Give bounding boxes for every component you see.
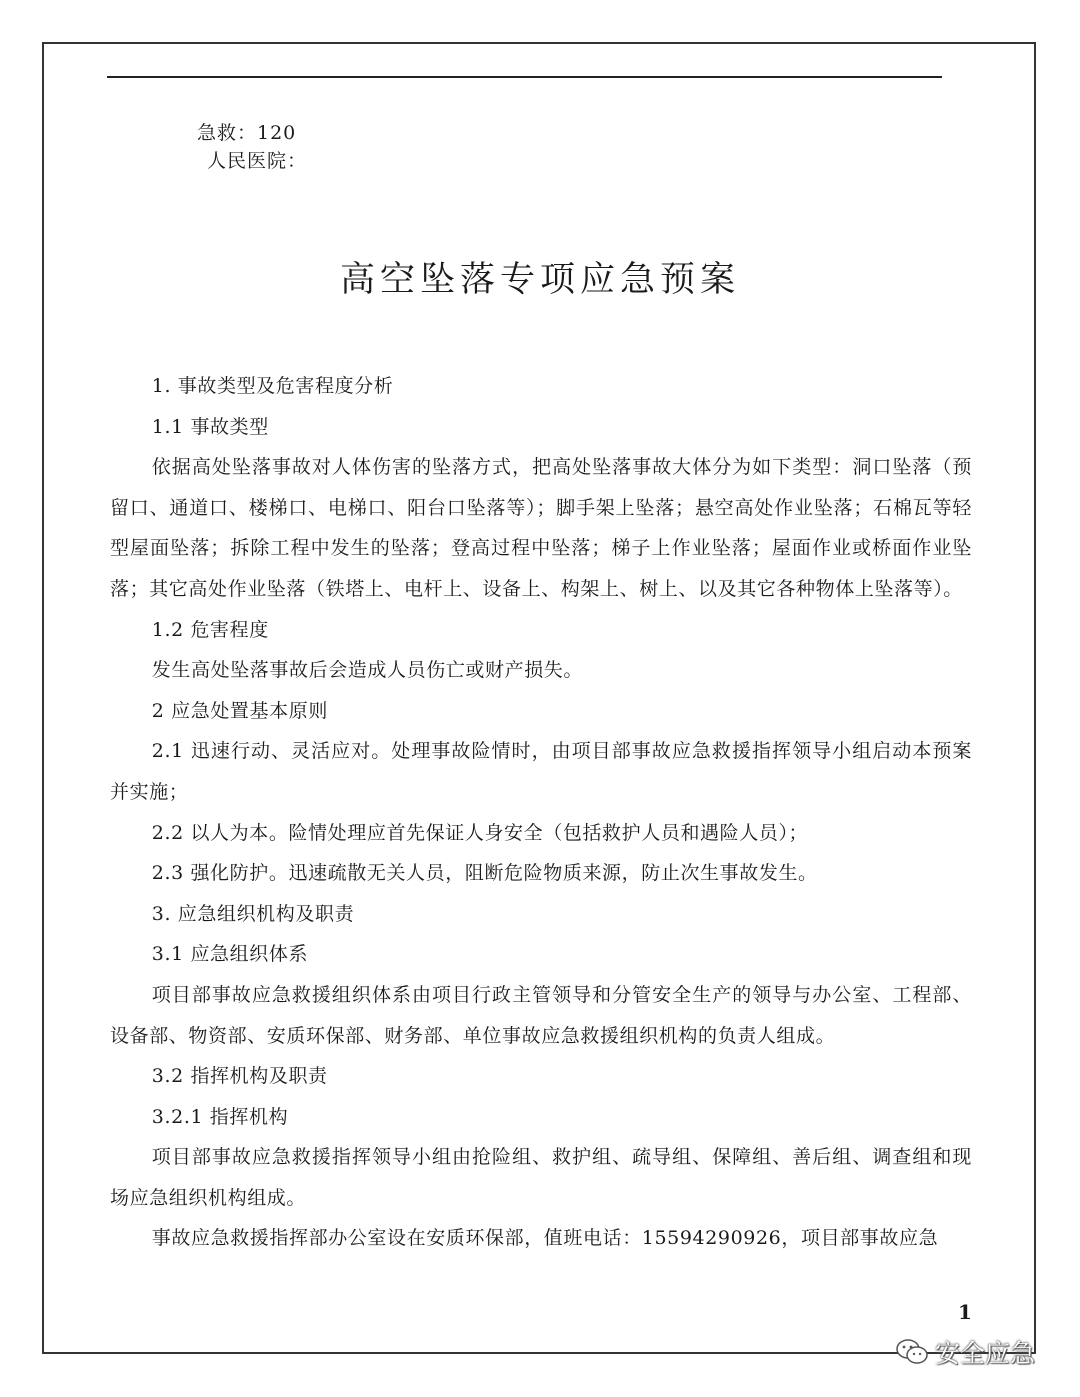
body-paragraph: 项目部事故应急救援组织体系由项目行政主管领导和分管安全生产的领导与办公室、工程部、设备部、物资部、安质环保部、财务部、单位事故应急救援组织机构的负责人组成。: [110, 983, 972, 1047]
body-paragraph: 依据高处坠落事故对人体伤害的坠落方式，把高处坠落事故大体分为如下类型：洞口坠落（预留口、通道口、楼梯口、电梯口、阳台口坠落等）；脚手架上坠落；悬空高处作业坠落；石棉瓦等轻型屋面坠落；拆除工程中发生的坠落；登高过程中坠落；梯子上作业坠落；屋面作业或桥面作业坠落；其它高处作业坠落（铁塔上、电杆上、设备上、构架上、树上、以及其它各种物体上坠落等）。: [110, 456, 972, 600]
watermark: [895, 1334, 1035, 1370]
document-body: [110, 366, 972, 1259]
document-title: 高空坠落专项应急预案: [339, 260, 740, 300]
header-rule: [107, 76, 942, 78]
subsection-heading: 3.2.1 指挥机构: [151, 1105, 289, 1128]
body-paragraph: 项目部事故应急救援指挥领导小组由抢险组、救护组、疏导组、保障组、善后组、调查组和现场应急组织机构组成。: [110, 1146, 972, 1209]
emergency-number: 急救：120: [197, 122, 297, 144]
body-paragraph: 发生高处坠落事故后会造成人员伤亡或财产损失。: [151, 659, 583, 682]
body-paragraph: 2.1 迅速行动、灵活应对。处理事故险情时，由项目部事故应急救援指挥领导小组启动本预案并实施；: [110, 740, 972, 803]
page-number: 1: [958, 1300, 972, 1324]
subsection-heading: 3.1 应急组织体系: [151, 943, 309, 966]
body-paragraph: 2.2 以人为本。险情处理应首先保证人身安全（包括救护人员和遇险人员）；: [151, 821, 809, 844]
subsection-heading: 3.2 指挥机构及职责: [151, 1065, 328, 1088]
section-heading: 3. 应急组织机构及职责: [151, 902, 355, 925]
body-paragraph: 2.3 强化防护。迅速疏散无关人员，阻断危险物质来源，防止次生事故发生。: [151, 862, 818, 885]
wechat-icon: [895, 1338, 929, 1366]
subsection-heading: 1.2 危害程度: [151, 618, 269, 641]
section-heading: 2 应急处置基本原则: [151, 699, 328, 722]
body-paragraph: 事故应急救援指挥部办公室设在安质环保部，值班电话：15594290926，项目部事故应急: [151, 1227, 939, 1250]
section-heading: 1. 事故类型及危害程度分析: [151, 375, 394, 397]
hospital-label: 人民医院：: [207, 150, 308, 172]
subsection-heading: 1.1 事故类型: [151, 415, 269, 438]
watermark-text: 安全应急: [935, 1339, 1036, 1368]
